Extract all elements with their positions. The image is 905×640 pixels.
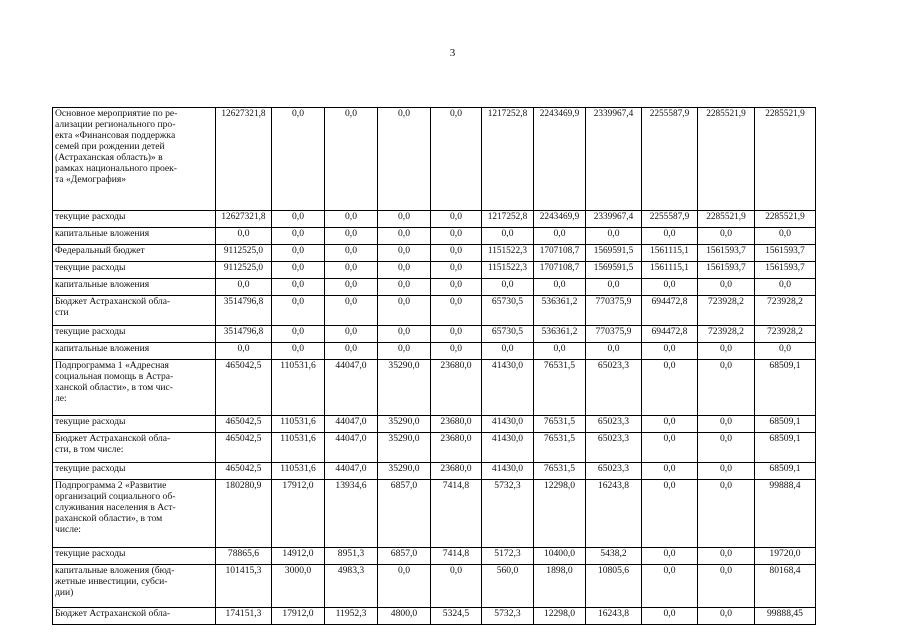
value-cell: 770375,9 [586, 296, 642, 326]
value-cell: 2339967,4 [586, 211, 642, 228]
value-cell: 44047,0 [325, 360, 378, 416]
value-cell: 68509,1 [755, 463, 816, 480]
value-cell: 23680,0 [431, 416, 482, 433]
value-cell: 0,0 [431, 565, 482, 608]
value-cell: 0,0 [378, 326, 431, 343]
value-cell: 0,0 [642, 433, 698, 463]
row-label: капитальные вложения [53, 343, 216, 360]
table-row [53, 245, 816, 262]
value-cell: 3514796,8 [216, 326, 272, 343]
row-label: текущие расходы [53, 416, 216, 433]
value-cell: 7414,8 [431, 548, 482, 565]
value-cell: 1561593,7 [698, 245, 755, 262]
value-cell: 13934,6 [325, 480, 378, 548]
value-cell: 5732,3 [482, 608, 534, 625]
value-cell: 0,0 [431, 262, 482, 279]
table-row [53, 463, 816, 480]
table-row [53, 296, 816, 326]
value-cell: 12298,0 [534, 608, 586, 625]
table-row [53, 360, 816, 416]
value-cell: 0,0 [482, 279, 534, 296]
value-cell: 0,0 [482, 343, 534, 360]
value-cell: 0,0 [431, 108, 482, 211]
row-label: Федеральный бюджет [53, 245, 216, 262]
value-cell: 12627321,8 [216, 108, 272, 211]
value-cell: 0,0 [272, 228, 325, 245]
value-cell: 0,0 [325, 326, 378, 343]
table-row [53, 228, 816, 245]
value-cell: 174151,3 [216, 608, 272, 625]
value-cell: 2339967,4 [586, 108, 642, 211]
value-cell: 0,0 [272, 296, 325, 326]
value-cell: 2243469,9 [534, 211, 586, 228]
row-label: Бюджет Астраханской обла- сти, в том числе: [53, 433, 216, 463]
value-cell: 65023,3 [586, 433, 642, 463]
value-cell: 0,0 [272, 262, 325, 279]
value-cell: 0,0 [378, 279, 431, 296]
value-cell: 0,0 [431, 211, 482, 228]
budget-table-container [52, 107, 816, 625]
value-cell: 76531,5 [534, 416, 586, 433]
value-cell: 0,0 [378, 296, 431, 326]
value-cell: 0,0 [216, 279, 272, 296]
value-cell: 0,0 [698, 360, 755, 416]
table-row [53, 343, 816, 360]
value-cell: 19720,0 [755, 548, 816, 565]
value-cell: 0,0 [378, 228, 431, 245]
value-cell: 110531,6 [272, 433, 325, 463]
value-cell: 2255587,9 [642, 108, 698, 211]
value-cell: 465042,5 [216, 433, 272, 463]
value-cell: 9112525,0 [216, 262, 272, 279]
value-cell: 1707108,7 [534, 262, 586, 279]
value-cell: 41430,0 [482, 360, 534, 416]
value-cell: 0,0 [378, 565, 431, 608]
value-cell: 723928,2 [755, 326, 816, 343]
value-cell: 65023,3 [586, 360, 642, 416]
value-cell: 35290,0 [378, 433, 431, 463]
value-cell: 0,0 [325, 211, 378, 228]
value-cell: 110531,6 [272, 463, 325, 480]
value-cell: 16243,8 [586, 608, 642, 625]
row-label: капитальные вложения (бюд- жетные инвестиции, субси- дии) [53, 565, 216, 608]
value-cell: 0,0 [272, 211, 325, 228]
value-cell: 723928,2 [698, 326, 755, 343]
value-cell: 68509,1 [755, 416, 816, 433]
value-cell: 9112525,0 [216, 245, 272, 262]
value-cell: 1569591,5 [586, 245, 642, 262]
value-cell: 723928,2 [755, 296, 816, 326]
budget-table [52, 107, 816, 625]
value-cell: 0,0 [431, 296, 482, 326]
row-label: текущие расходы [53, 326, 216, 343]
value-cell: 65023,3 [586, 463, 642, 480]
table-row [53, 326, 816, 343]
value-cell: 0,0 [698, 608, 755, 625]
row-label: Основное мероприятие по ре- ализации регионального про- екта «Финансовая поддержка семей при рождении детей (Астраханская область)» в рамках национального проек- та «Демография» [53, 108, 216, 211]
value-cell: 11952,3 [325, 608, 378, 625]
value-cell: 4983,3 [325, 565, 378, 608]
value-cell: 7414,8 [431, 480, 482, 548]
value-cell: 16243,8 [586, 480, 642, 548]
value-cell: 1217252,8 [482, 108, 534, 211]
value-cell: 0,0 [642, 343, 698, 360]
value-cell: 3000,0 [272, 565, 325, 608]
value-cell: 2285521,9 [698, 108, 755, 211]
value-cell: 0,0 [325, 228, 378, 245]
value-cell: 0,0 [431, 326, 482, 343]
value-cell: 1561115,1 [642, 245, 698, 262]
value-cell: 65023,3 [586, 416, 642, 433]
value-cell: 0,0 [378, 108, 431, 211]
value-cell: 1561593,7 [755, 262, 816, 279]
value-cell: 76531,5 [534, 360, 586, 416]
value-cell: 68509,1 [755, 360, 816, 416]
value-cell: 0,0 [755, 279, 816, 296]
value-cell: 99888,45 [755, 608, 816, 625]
value-cell: 0,0 [642, 565, 698, 608]
value-cell: 41430,0 [482, 463, 534, 480]
value-cell: 0,0 [642, 279, 698, 296]
value-cell: 0,0 [216, 343, 272, 360]
value-cell: 5438,2 [586, 548, 642, 565]
value-cell: 465042,5 [216, 416, 272, 433]
row-label: Подпрограмма 2 «Развитие организаций социального об- служивания населения в Аст- раханской области», в том числе: [53, 480, 216, 548]
value-cell: 0,0 [534, 343, 586, 360]
value-cell: 536361,2 [534, 296, 586, 326]
value-cell: 0,0 [642, 463, 698, 480]
value-cell: 0,0 [431, 279, 482, 296]
value-cell: 0,0 [378, 343, 431, 360]
value-cell: 0,0 [698, 416, 755, 433]
value-cell: 6857,0 [378, 548, 431, 565]
value-cell: 44047,0 [325, 416, 378, 433]
row-label: Бюджет Астраханской обла- сти [53, 296, 216, 326]
value-cell: 536361,2 [534, 326, 586, 343]
value-cell: 0,0 [325, 296, 378, 326]
value-cell: 465042,5 [216, 360, 272, 416]
table-row [53, 211, 816, 228]
row-label: текущие расходы [53, 211, 216, 228]
table-row [53, 548, 816, 565]
value-cell: 2285521,9 [755, 108, 816, 211]
value-cell: 2243469,9 [534, 108, 586, 211]
row-label: Подпрограмма 1 «Адресная социальная помощь в Астра- ханской области», в том чис- ле: [53, 360, 216, 416]
value-cell: 10805,6 [586, 565, 642, 608]
value-cell: 0,0 [431, 343, 482, 360]
value-cell: 76531,5 [534, 463, 586, 480]
row-label: капитальные вложения [53, 279, 216, 296]
value-cell: 5324,5 [431, 608, 482, 625]
value-cell: 0,0 [755, 228, 816, 245]
value-cell: 65730,5 [482, 296, 534, 326]
table-row [53, 565, 816, 608]
value-cell: 0,0 [698, 463, 755, 480]
value-cell: 76531,5 [534, 433, 586, 463]
value-cell: 80168,4 [755, 565, 816, 608]
value-cell: 68509,1 [755, 433, 816, 463]
value-cell: 0,0 [378, 211, 431, 228]
value-cell: 78865,6 [216, 548, 272, 565]
value-cell: 0,0 [698, 433, 755, 463]
value-cell: 0,0 [586, 228, 642, 245]
value-cell: 1217252,8 [482, 211, 534, 228]
value-cell: 101415,3 [216, 565, 272, 608]
value-cell: 694472,8 [642, 326, 698, 343]
value-cell: 1898,0 [534, 565, 586, 608]
value-cell: 0,0 [698, 548, 755, 565]
value-cell: 0,0 [378, 245, 431, 262]
value-cell: 0,0 [272, 108, 325, 211]
value-cell: 1561593,7 [698, 262, 755, 279]
value-cell: 110531,6 [272, 416, 325, 433]
value-cell: 0,0 [642, 360, 698, 416]
value-cell: 0,0 [325, 245, 378, 262]
value-cell: 41430,0 [482, 416, 534, 433]
value-cell: 1151522,3 [482, 262, 534, 279]
value-cell: 35290,0 [378, 463, 431, 480]
value-cell: 23680,0 [431, 360, 482, 416]
value-cell: 65730,5 [482, 326, 534, 343]
value-cell: 0,0 [482, 228, 534, 245]
value-cell: 1151522,3 [482, 245, 534, 262]
page-number: 3 [449, 47, 456, 59]
value-cell: 1561115,1 [642, 262, 698, 279]
value-cell: 180280,9 [216, 480, 272, 548]
value-cell: 1707108,7 [534, 245, 586, 262]
value-cell: 14912,0 [272, 548, 325, 565]
value-cell: 44047,0 [325, 433, 378, 463]
value-cell: 0,0 [325, 279, 378, 296]
value-cell: 0,0 [325, 262, 378, 279]
value-cell: 0,0 [586, 343, 642, 360]
value-cell: 0,0 [272, 343, 325, 360]
value-cell: 0,0 [272, 245, 325, 262]
table-row [53, 433, 816, 463]
row-label: Бюджет Астраханской обла- [53, 608, 216, 625]
table-row [53, 416, 816, 433]
value-cell: 110531,6 [272, 360, 325, 416]
value-cell: 5172,3 [482, 548, 534, 565]
table-row [53, 108, 816, 211]
value-cell: 3514796,8 [216, 296, 272, 326]
value-cell: 99888,4 [755, 480, 816, 548]
value-cell: 0,0 [272, 326, 325, 343]
value-cell: 0,0 [642, 228, 698, 245]
value-cell: 0,0 [642, 416, 698, 433]
value-cell: 0,0 [534, 228, 586, 245]
value-cell: 4800,0 [378, 608, 431, 625]
value-cell: 17912,0 [272, 480, 325, 548]
table-row [53, 279, 816, 296]
value-cell: 0,0 [698, 480, 755, 548]
value-cell: 0,0 [755, 343, 816, 360]
value-cell: 0,0 [325, 343, 378, 360]
value-cell: 560,0 [482, 565, 534, 608]
value-cell: 2285521,9 [698, 211, 755, 228]
row-label: текущие расходы [53, 548, 216, 565]
value-cell: 0,0 [698, 565, 755, 608]
table-row [53, 262, 816, 279]
value-cell: 0,0 [698, 228, 755, 245]
row-label: текущие расходы [53, 262, 216, 279]
value-cell: 0,0 [642, 608, 698, 625]
value-cell: 35290,0 [378, 416, 431, 433]
value-cell: 0,0 [642, 480, 698, 548]
table-row [53, 480, 816, 548]
value-cell: 0,0 [378, 262, 431, 279]
value-cell: 44047,0 [325, 463, 378, 480]
value-cell: 41430,0 [482, 433, 534, 463]
value-cell: 0,0 [586, 279, 642, 296]
value-cell: 0,0 [325, 108, 378, 211]
value-cell: 465042,5 [216, 463, 272, 480]
value-cell: 12627321,8 [216, 211, 272, 228]
value-cell: 770375,9 [586, 326, 642, 343]
value-cell: 0,0 [642, 548, 698, 565]
table-row [53, 608, 816, 625]
row-label: капитальные вложения [53, 228, 216, 245]
value-cell: 10400,0 [534, 548, 586, 565]
value-cell: 0,0 [431, 245, 482, 262]
value-cell: 2285521,9 [755, 211, 816, 228]
value-cell: 8951,3 [325, 548, 378, 565]
value-cell: 0,0 [431, 228, 482, 245]
value-cell: 723928,2 [698, 296, 755, 326]
value-cell: 0,0 [272, 279, 325, 296]
value-cell: 0,0 [534, 279, 586, 296]
value-cell: 1569591,5 [586, 262, 642, 279]
value-cell: 0,0 [216, 228, 272, 245]
value-cell: 0,0 [698, 343, 755, 360]
value-cell: 6857,0 [378, 480, 431, 548]
value-cell: 35290,0 [378, 360, 431, 416]
value-cell: 5732,3 [482, 480, 534, 548]
value-cell: 694472,8 [642, 296, 698, 326]
value-cell: 12298,0 [534, 480, 586, 548]
value-cell: 2255587,9 [642, 211, 698, 228]
row-label: текущие расходы [53, 463, 216, 480]
value-cell: 17912,0 [272, 608, 325, 625]
value-cell: 23680,0 [431, 433, 482, 463]
value-cell: 23680,0 [431, 463, 482, 480]
value-cell: 0,0 [698, 279, 755, 296]
value-cell: 1561593,7 [755, 245, 816, 262]
